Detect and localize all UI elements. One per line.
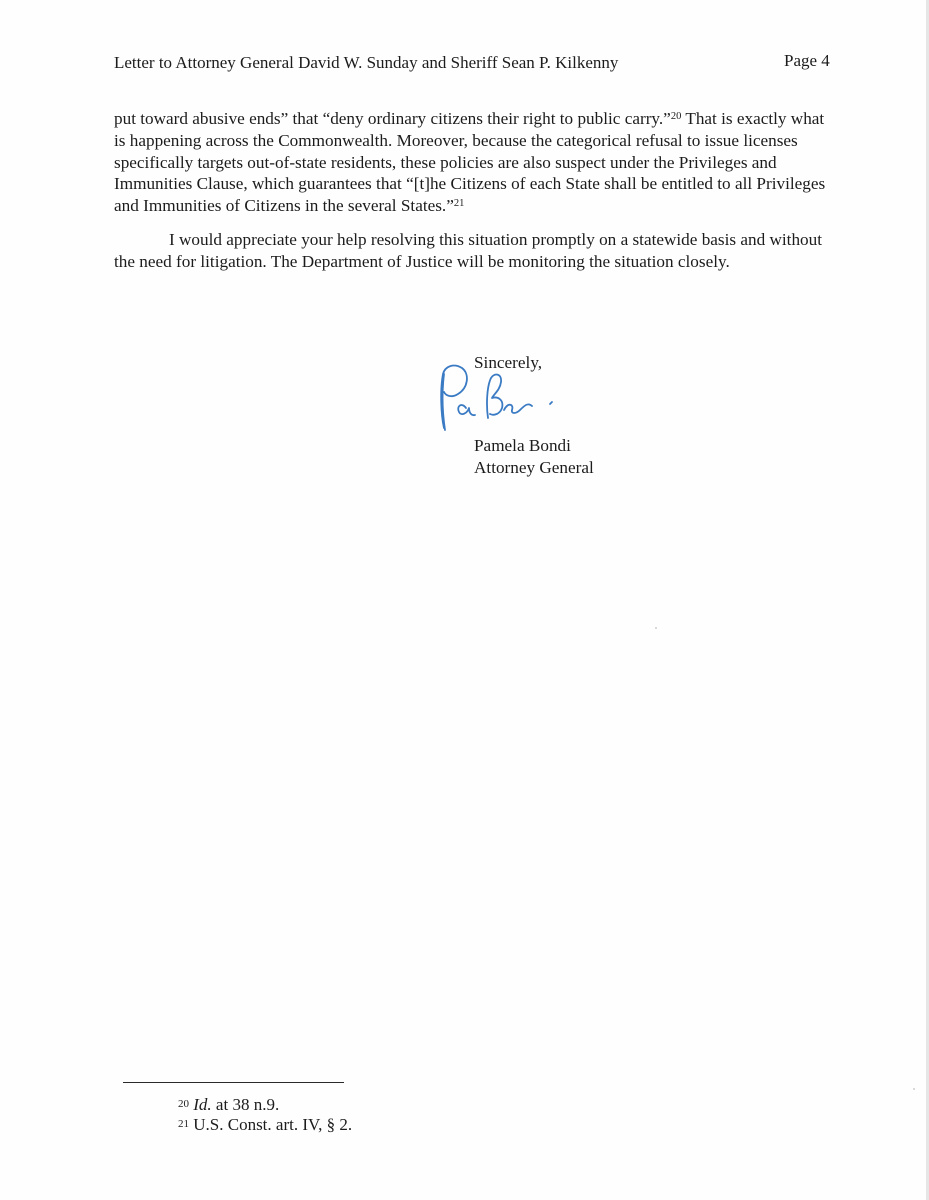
footnote-20 [178,1094,279,1116]
signer-name: Pamela Bondi [474,436,571,455]
page-number: Page 4 [784,51,830,70]
paragraph-request: I would appreciate your help resolving this situation promptly on a statewide basis and without the need for litigation. The Department of Justice will be monitoring the situation closely. [114,230,822,271]
running-header-title: Letter to Attorney General David W. Sunday and Sheriff Sean P. Kilkenny [114,53,619,72]
footnote-citation: Id. [193,1095,212,1114]
scan-speck [913,1088,915,1090]
scan-speck [655,627,657,629]
footnote-number: 21 [178,1118,189,1130]
signature-image [432,360,562,438]
paragraph-text: That is exactly what is happening across the Commonwealth. Moreover, because the categorical refusal to issue licenses specifically targets out-of-state residents, these policies are also suspect under the Privileges and Immunities Clause, which guarantees that “[t]he Citizens of each State shall be entitled to all Privileges and Immunities of Citizens in the several States.” [114,109,826,216]
footnote-divider [123,1082,344,1083]
signer-title: Attorney General [474,458,594,477]
footnote-ref-21: 21 [453,198,465,210]
footnote-text: at 38 n.9. [211,1095,280,1114]
paragraph-privileges [114,108,826,217]
paragraph-text: put toward abusive ends” that “deny ordinary citizens their right to public carry.” [114,109,671,128]
footnote-21 [178,1114,352,1136]
footnote-ref-20: 20 [670,111,682,122]
closing-salutation: Sincerely, [474,353,543,372]
footnote-number: 20 [178,1098,189,1110]
footnote-text: U.S. Const. art. IV, § 2. [193,1115,353,1134]
